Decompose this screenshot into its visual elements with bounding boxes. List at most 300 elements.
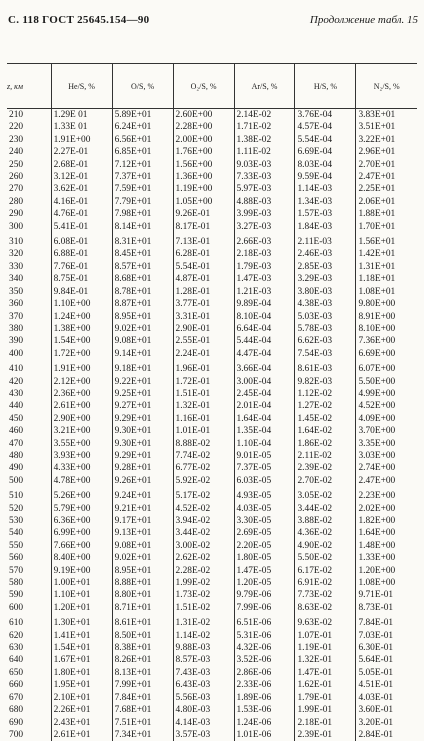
- o-cell: 9.02E+01: [112, 552, 173, 564]
- he-cell: 1.72E+00: [51, 348, 112, 360]
- he-cell: 1.91E+00: [51, 134, 112, 146]
- o-cell: 9.30E+01: [112, 425, 173, 437]
- altitude-cell: 460: [7, 425, 51, 437]
- altitude-cell: 700: [7, 729, 51, 741]
- h-cell: 1.99E-01: [295, 704, 356, 716]
- he-cell: 3.55E+00: [51, 438, 112, 450]
- h-cell: 4.57E-04: [295, 121, 356, 133]
- n2-cell: 7.03E-01: [356, 630, 417, 642]
- o2-cell: 5.17E-02: [173, 487, 234, 502]
- altitude-cell: 490: [7, 462, 51, 474]
- table-row: [7, 425, 417, 437]
- ar-cell: 1.47E-05: [234, 565, 295, 577]
- o2-cell: 4.80E-03: [173, 704, 234, 716]
- altitude-cell: 560: [7, 552, 51, 564]
- he-cell: 6.08E-01: [51, 233, 112, 248]
- table-row: [7, 602, 417, 614]
- o-cell: 9.27E+01: [112, 400, 173, 412]
- n2-cell: 5.50E+00: [356, 376, 417, 388]
- ar-cell: 2.86E-06: [234, 667, 295, 679]
- o-cell: 8.26E+01: [112, 654, 173, 666]
- o-cell: 8.95E+01: [112, 311, 173, 323]
- ar-cell: 6.51E-06: [234, 614, 295, 629]
- h-cell: 6.91E-02: [295, 577, 356, 589]
- o2-cell: 1.05E+00: [173, 196, 234, 208]
- o2-cell: 2.28E-02: [173, 565, 234, 577]
- ar-cell: 7.37E-05: [234, 462, 295, 474]
- h-cell: 1.62E-01: [295, 679, 356, 691]
- h-cell: 1.07E-01: [295, 630, 356, 642]
- h-cell: 1.34E-03: [295, 196, 356, 208]
- he-cell: 9.19E+00: [51, 565, 112, 577]
- o2-cell: 1.19E+00: [173, 183, 234, 195]
- n2-cell: 3.20E-01: [356, 717, 417, 729]
- ar-cell: 4.88E-03: [234, 196, 295, 208]
- o2-cell: 4.52E-02: [173, 503, 234, 515]
- o2-cell: 1.73E-02: [173, 589, 234, 601]
- ar-cell: 1.21E-03: [234, 286, 295, 298]
- altitude-cell: 260: [7, 171, 51, 183]
- altitude-cell: 530: [7, 515, 51, 527]
- altitude-cell: 430: [7, 388, 51, 400]
- n2-cell: 1.33E+00: [356, 552, 417, 564]
- he-cell: 2.27E-01: [51, 146, 112, 158]
- ar-cell: 1.80E-05: [234, 552, 295, 564]
- h-cell: 5.50E-02: [295, 552, 356, 564]
- h-cell: 9.59E-04: [295, 171, 356, 183]
- n2-cell: 1.42E+01: [356, 248, 417, 260]
- he-cell: 2.12E+00: [51, 376, 112, 388]
- o2-cell: 8.57E-03: [173, 654, 234, 666]
- altitude-cell: 360: [7, 298, 51, 310]
- n2-cell: 1.31E+01: [356, 261, 417, 273]
- n2-cell: 2.02E+00: [356, 503, 417, 515]
- table-row: [7, 679, 417, 691]
- n2-cell: 1.70E+01: [356, 221, 417, 233]
- n2-cell: 2.70E+01: [356, 159, 417, 171]
- o2-cell: 2.00E+00: [173, 134, 234, 146]
- table-continuation-label: Продолжение табл. 15: [310, 14, 418, 26]
- he-cell: 6.99E+00: [51, 527, 112, 539]
- o-cell: 8.61E+01: [112, 614, 173, 629]
- o-cell: 8.68E+01: [112, 273, 173, 285]
- table-row: [7, 614, 417, 629]
- table-row: [7, 273, 417, 285]
- n2-cell: 6.30E-01: [356, 642, 417, 654]
- table-row: [7, 540, 417, 552]
- table-row: [7, 233, 417, 248]
- he-cell: 1.54E+00: [51, 335, 112, 347]
- he-cell: 2.26E+01: [51, 704, 112, 716]
- altitude-cell: 550: [7, 540, 51, 552]
- table-row: [7, 462, 417, 474]
- o2-cell: 7.74E-02: [173, 450, 234, 462]
- table-row: [7, 527, 417, 539]
- n2-cell: 4.09E+00: [356, 413, 417, 425]
- he-cell: 4.33E+00: [51, 462, 112, 474]
- column-header-n2: N₂/S, %: [356, 64, 417, 109]
- o2-cell: 4.87E-01: [173, 273, 234, 285]
- he-cell: 3.21E+00: [51, 425, 112, 437]
- h-cell: 3.44E-02: [295, 503, 356, 515]
- ar-cell: 7.99E-06: [234, 602, 295, 614]
- h-cell: 3.88E-02: [295, 515, 356, 527]
- h-cell: 1.84E-03: [295, 221, 356, 233]
- ar-cell: 2.66E-03: [234, 233, 295, 248]
- table-row: [7, 667, 417, 679]
- table-row: [7, 221, 417, 233]
- o-cell: 8.78E+01: [112, 286, 173, 298]
- he-cell: 2.61E+00: [51, 400, 112, 412]
- ar-cell: 1.47E-03: [234, 273, 295, 285]
- altitude-cell: 570: [7, 565, 51, 577]
- h-cell: 1.19E-01: [295, 642, 356, 654]
- he-cell: 6.36E+00: [51, 515, 112, 527]
- o-cell: 9.24E+01: [112, 487, 173, 502]
- ar-cell: 2.33E-06: [234, 679, 295, 691]
- he-cell: 5.79E+00: [51, 503, 112, 515]
- ar-cell: 2.01E-04: [234, 400, 295, 412]
- o-cell: 9.14E+01: [112, 348, 173, 360]
- o2-cell: 1.51E-02: [173, 602, 234, 614]
- n2-cell: 3.60E-01: [356, 704, 417, 716]
- he-cell: 6.88E-01: [51, 248, 112, 260]
- ar-cell: 2.18E-03: [234, 248, 295, 260]
- o2-cell: 1.31E-02: [173, 614, 234, 629]
- h-cell: 1.64E-02: [295, 425, 356, 437]
- h-cell: 2.70E-02: [295, 475, 356, 487]
- column-header-altitude: z, км: [7, 64, 51, 109]
- he-cell: 8.40E+00: [51, 552, 112, 564]
- n2-cell: 4.51E-01: [356, 679, 417, 691]
- altitude-cell: 440: [7, 400, 51, 412]
- ar-cell: 3.30E-05: [234, 515, 295, 527]
- ar-cell: 3.00E-04: [234, 376, 295, 388]
- n2-cell: 2.47E+01: [356, 171, 417, 183]
- table-row: [7, 109, 417, 122]
- altitude-cell: 590: [7, 589, 51, 601]
- table-row: [7, 692, 417, 704]
- o-cell: 9.30E+01: [112, 438, 173, 450]
- ar-cell: 1.24E-06: [234, 717, 295, 729]
- o2-cell: 7.43E-03: [173, 667, 234, 679]
- n2-cell: 4.52E+00: [356, 400, 417, 412]
- o2-cell: 2.24E-01: [173, 348, 234, 360]
- o-cell: 8.71E+01: [112, 602, 173, 614]
- table-row: [7, 577, 417, 589]
- table-header-row: [7, 64, 417, 109]
- table-row: [7, 146, 417, 158]
- ar-cell: 2.69E-05: [234, 527, 295, 539]
- altitude-cell: 660: [7, 679, 51, 691]
- o2-cell: 9.88E-03: [173, 642, 234, 654]
- n2-cell: 1.20E+00: [356, 565, 417, 577]
- altitude-cell: 500: [7, 475, 51, 487]
- o2-cell: 1.01E-01: [173, 425, 234, 437]
- table-row: [7, 348, 417, 360]
- composition-table: [7, 63, 417, 741]
- h-cell: 1.86E-02: [295, 438, 356, 450]
- table-row: [7, 413, 417, 425]
- he-cell: 3.12E-01: [51, 171, 112, 183]
- column-header-he: He/S, %: [51, 64, 112, 109]
- o-cell: 6.56E+01: [112, 134, 173, 146]
- o-cell: 9.18E+01: [112, 360, 173, 375]
- o-cell: 8.13E+01: [112, 667, 173, 679]
- he-cell: 7.66E+00: [51, 540, 112, 552]
- o-cell: 7.34E+01: [112, 729, 173, 741]
- he-cell: 2.10E+01: [51, 692, 112, 704]
- o2-cell: 8.88E-02: [173, 438, 234, 450]
- he-cell: 2.61E+01: [51, 729, 112, 741]
- ar-cell: 9.89E-04: [234, 298, 295, 310]
- o-cell: 8.88E+01: [112, 577, 173, 589]
- ar-cell: 1.11E-02: [234, 146, 295, 158]
- o-cell: 8.45E+01: [112, 248, 173, 260]
- o-cell: 8.14E+01: [112, 221, 173, 233]
- ar-cell: 6.03E-05: [234, 475, 295, 487]
- table-row: [7, 208, 417, 220]
- ar-cell: 3.52E-06: [234, 654, 295, 666]
- altitude-cell: 450: [7, 413, 51, 425]
- altitude-cell: 380: [7, 323, 51, 335]
- o-cell: 8.87E+01: [112, 298, 173, 310]
- n2-cell: 1.64E+00: [356, 527, 417, 539]
- o2-cell: 3.57E-03: [173, 729, 234, 741]
- column-header-o: O/S, %: [112, 64, 173, 109]
- altitude-cell: 280: [7, 196, 51, 208]
- h-cell: 4.38E-03: [295, 298, 356, 310]
- column-header-h: H/S, %: [295, 64, 356, 109]
- ar-cell: 8.10E-04: [234, 311, 295, 323]
- h-cell: 6.69E-04: [295, 146, 356, 158]
- table-row: [7, 388, 417, 400]
- altitude-cell: 250: [7, 159, 51, 171]
- n2-cell: 2.23E+00: [356, 487, 417, 502]
- h-cell: 5.78E-03: [295, 323, 356, 335]
- altitude-cell: 470: [7, 438, 51, 450]
- o2-cell: 1.76E+00: [173, 146, 234, 158]
- table-row: [7, 134, 417, 146]
- table-row: [7, 729, 417, 741]
- o-cell: 9.17E+01: [112, 515, 173, 527]
- table-row: [7, 248, 417, 260]
- he-cell: 1.24E+00: [51, 311, 112, 323]
- altitude-cell: 610: [7, 614, 51, 629]
- o-cell: 9.22E+01: [112, 376, 173, 388]
- table-row: [7, 565, 417, 577]
- n2-cell: 5.64E-01: [356, 654, 417, 666]
- ar-cell: 2.45E-04: [234, 388, 295, 400]
- o2-cell: 5.56E-03: [173, 692, 234, 704]
- h-cell: 1.27E-02: [295, 400, 356, 412]
- n2-cell: 3.51E+01: [356, 121, 417, 133]
- n2-cell: 3.70E+00: [356, 425, 417, 437]
- altitude-cell: 670: [7, 692, 51, 704]
- he-cell: 2.36E+00: [51, 388, 112, 400]
- o-cell: 9.29E+01: [112, 413, 173, 425]
- he-cell: 2.90E+00: [51, 413, 112, 425]
- h-cell: 1.45E-02: [295, 413, 356, 425]
- ar-cell: 1.38E-02: [234, 134, 295, 146]
- o2-cell: 1.32E-01: [173, 400, 234, 412]
- he-cell: 3.93E+00: [51, 450, 112, 462]
- o2-cell: 1.28E-01: [173, 286, 234, 298]
- altitude-cell: 410: [7, 360, 51, 375]
- n2-cell: 7.36E+00: [356, 335, 417, 347]
- h-cell: 2.11E-02: [295, 450, 356, 462]
- altitude-cell: 480: [7, 450, 51, 462]
- n2-cell: 3.83E+01: [356, 109, 417, 122]
- o2-cell: 2.55E-01: [173, 335, 234, 347]
- h-cell: 1.79E-01: [295, 692, 356, 704]
- h-cell: 1.57E-03: [295, 208, 356, 220]
- o-cell: 9.21E+01: [112, 503, 173, 515]
- h-cell: 5.03E-03: [295, 311, 356, 323]
- ar-cell: 3.66E-04: [234, 360, 295, 375]
- o-cell: 7.99E+01: [112, 679, 173, 691]
- he-cell: 5.41E-01: [51, 221, 112, 233]
- o-cell: 8.95E+01: [112, 565, 173, 577]
- h-cell: 3.29E-03: [295, 273, 356, 285]
- n2-cell: 1.82E+00: [356, 515, 417, 527]
- he-cell: 4.16E-01: [51, 196, 112, 208]
- o2-cell: 1.51E-01: [173, 388, 234, 400]
- h-cell: 6.17E-02: [295, 565, 356, 577]
- ar-cell: 5.44E-04: [234, 335, 295, 347]
- table-row: [7, 121, 417, 133]
- altitude-cell: 680: [7, 704, 51, 716]
- n2-cell: 8.10E+00: [356, 323, 417, 335]
- altitude-cell: 540: [7, 527, 51, 539]
- o2-cell: 5.92E-02: [173, 475, 234, 487]
- o2-cell: 3.94E-02: [173, 515, 234, 527]
- o2-cell: 1.56E+00: [173, 159, 234, 171]
- ar-cell: 1.10E-04: [234, 438, 295, 450]
- he-cell: 1.67E+01: [51, 654, 112, 666]
- o-cell: 8.50E+01: [112, 630, 173, 642]
- h-cell: 5.54E-04: [295, 134, 356, 146]
- ar-cell: 2.20E-05: [234, 540, 295, 552]
- o2-cell: 6.77E-02: [173, 462, 234, 474]
- h-cell: 7.54E-03: [295, 348, 356, 360]
- n2-cell: 3.22E+01: [356, 134, 417, 146]
- altitude-cell: 400: [7, 348, 51, 360]
- he-cell: 9.84E-01: [51, 286, 112, 298]
- o-cell: 9.02E+01: [112, 323, 173, 335]
- o2-cell: 3.77E-01: [173, 298, 234, 310]
- table-row: [7, 438, 417, 450]
- table-row: [7, 311, 417, 323]
- ar-cell: 1.79E-03: [234, 261, 295, 273]
- o2-cell: 6.28E-01: [173, 248, 234, 260]
- o2-cell: 7.13E-01: [173, 233, 234, 248]
- o2-cell: 3.44E-02: [173, 527, 234, 539]
- o2-cell: 1.16E-01: [173, 413, 234, 425]
- h-cell: 1.14E-03: [295, 183, 356, 195]
- table-row: [7, 475, 417, 487]
- table-row: [7, 183, 417, 195]
- he-cell: 1.20E+01: [51, 602, 112, 614]
- o2-cell: 4.14E-03: [173, 717, 234, 729]
- o2-cell: 1.14E-02: [173, 630, 234, 642]
- n2-cell: 1.08E+01: [356, 286, 417, 298]
- he-cell: 1.29E 01: [51, 109, 112, 122]
- table-row: [7, 159, 417, 171]
- n2-cell: 5.05E-01: [356, 667, 417, 679]
- he-cell: 1.95E+01: [51, 679, 112, 691]
- n2-cell: 1.08E+00: [356, 577, 417, 589]
- h-cell: 4.36E-02: [295, 527, 356, 539]
- o-cell: 7.84E+01: [112, 692, 173, 704]
- o-cell: 8.38E+01: [112, 642, 173, 654]
- altitude-cell: 230: [7, 134, 51, 146]
- altitude-cell: 510: [7, 487, 51, 502]
- n2-cell: 3.03E+00: [356, 450, 417, 462]
- o2-cell: 1.72E-01: [173, 376, 234, 388]
- o-cell: 7.98E+01: [112, 208, 173, 220]
- o-cell: 5.89E+01: [112, 109, 173, 122]
- altitude-cell: 300: [7, 221, 51, 233]
- altitude-cell: 320: [7, 248, 51, 260]
- o-cell: 7.79E+01: [112, 196, 173, 208]
- table-row: [7, 171, 417, 183]
- altitude-cell: 240: [7, 146, 51, 158]
- o-cell: 6.85E+01: [112, 146, 173, 158]
- ar-cell: 1.71E-02: [234, 121, 295, 133]
- o2-cell: 2.90E-01: [173, 323, 234, 335]
- table-row: [7, 360, 417, 375]
- n2-cell: 2.96E+01: [356, 146, 417, 158]
- altitude-cell: 330: [7, 261, 51, 273]
- ar-cell: 6.64E-04: [234, 323, 295, 335]
- table-row: [7, 654, 417, 666]
- o2-cell: 9.26E-01: [173, 208, 234, 220]
- altitude-cell: 270: [7, 183, 51, 195]
- altitude-cell: 350: [7, 286, 51, 298]
- n2-cell: 2.06E+01: [356, 196, 417, 208]
- n2-cell: 1.48E+00: [356, 540, 417, 552]
- o-cell: 9.25E+01: [112, 388, 173, 400]
- o2-cell: 5.54E-01: [173, 261, 234, 273]
- he-cell: 3.62E-01: [51, 183, 112, 195]
- n2-cell: 6.69E+00: [356, 348, 417, 360]
- h-cell: 3.05E-02: [295, 487, 356, 502]
- ar-cell: 1.01E-06: [234, 729, 295, 741]
- altitude-cell: 310: [7, 233, 51, 248]
- n2-cell: 8.73E-01: [356, 602, 417, 614]
- o-cell: 8.57E+01: [112, 261, 173, 273]
- he-cell: 1.00E+01: [51, 577, 112, 589]
- n2-cell: 2.47E+00: [356, 475, 417, 487]
- he-cell: 1.41E+01: [51, 630, 112, 642]
- o2-cell: 2.28E+00: [173, 121, 234, 133]
- h-cell: 9.82E-03: [295, 376, 356, 388]
- altitude-cell: 580: [7, 577, 51, 589]
- o2-cell: 1.96E-01: [173, 360, 234, 375]
- ar-cell: 1.53E-06: [234, 704, 295, 716]
- table-row: [7, 323, 417, 335]
- he-cell: 1.54E+01: [51, 642, 112, 654]
- n2-cell: 2.74E+00: [356, 462, 417, 474]
- o-cell: 7.51E+01: [112, 717, 173, 729]
- ar-cell: 9.03E-03: [234, 159, 295, 171]
- h-cell: 8.03E-04: [295, 159, 356, 171]
- standard-reference: С. 118 ГОСТ 25645.154—90: [8, 14, 149, 26]
- o2-cell: 3.31E-01: [173, 311, 234, 323]
- table-row: [7, 376, 417, 388]
- n2-cell: 6.07E+00: [356, 360, 417, 375]
